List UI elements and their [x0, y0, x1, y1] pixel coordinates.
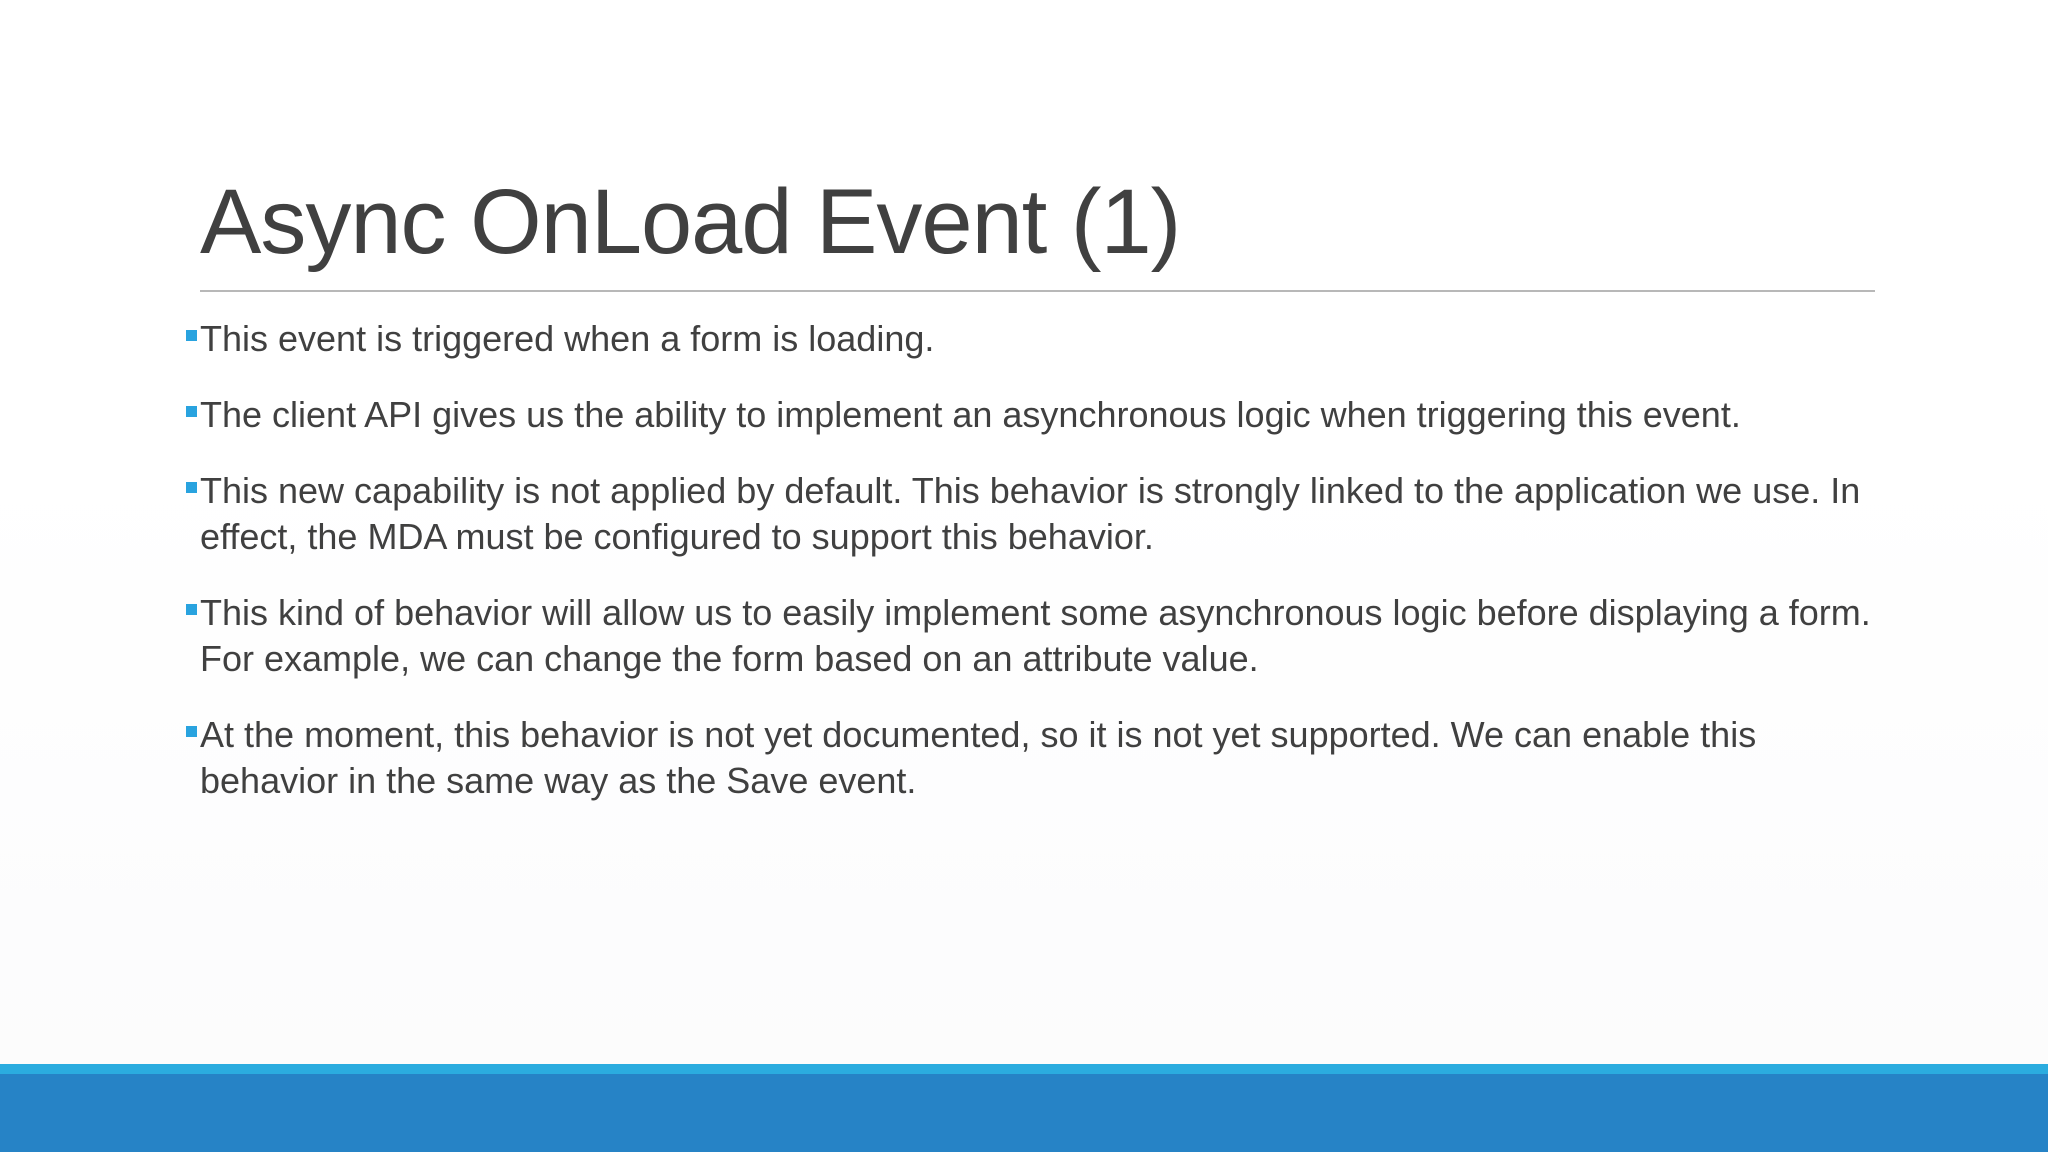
- square-bullet-icon: [186, 330, 197, 341]
- footer-accent-stripe: [0, 1064, 2048, 1074]
- bullet-item: [186, 468, 1876, 560]
- bullet-list: [186, 316, 1876, 834]
- bullet-text: At the moment, this behavior is not yet documented, so it is not yet supported. We can enable this behavior in the same way as the Save event.: [200, 714, 1757, 801]
- square-bullet-icon: [186, 604, 197, 615]
- square-bullet-icon: [186, 482, 197, 493]
- slide-title: Async OnLoad Event (1): [200, 171, 1181, 273]
- bullet-item: [186, 392, 1876, 438]
- square-bullet-icon: [186, 406, 197, 417]
- bullet-text: This kind of behavior will allow us to easily implement some asynchronous logic before displaying a form. For example, we can change the form based on an attribute value.: [200, 592, 1871, 679]
- square-bullet-icon: [186, 726, 197, 737]
- title-divider: [200, 290, 1875, 292]
- bullet-item: [186, 316, 1876, 362]
- bullet-item: [186, 712, 1876, 804]
- bullet-item: [186, 590, 1876, 682]
- bullet-text: This new capability is not applied by default. This behavior is strongly linked to the application we use. In effect, the MDA must be configured to support this behavior.: [200, 470, 1861, 557]
- footer-bar: [0, 1074, 2048, 1152]
- bullet-text: This event is triggered when a form is loading.: [200, 318, 935, 359]
- bullet-text: The client API gives us the ability to implement an asynchronous logic when triggering this event.: [200, 394, 1741, 435]
